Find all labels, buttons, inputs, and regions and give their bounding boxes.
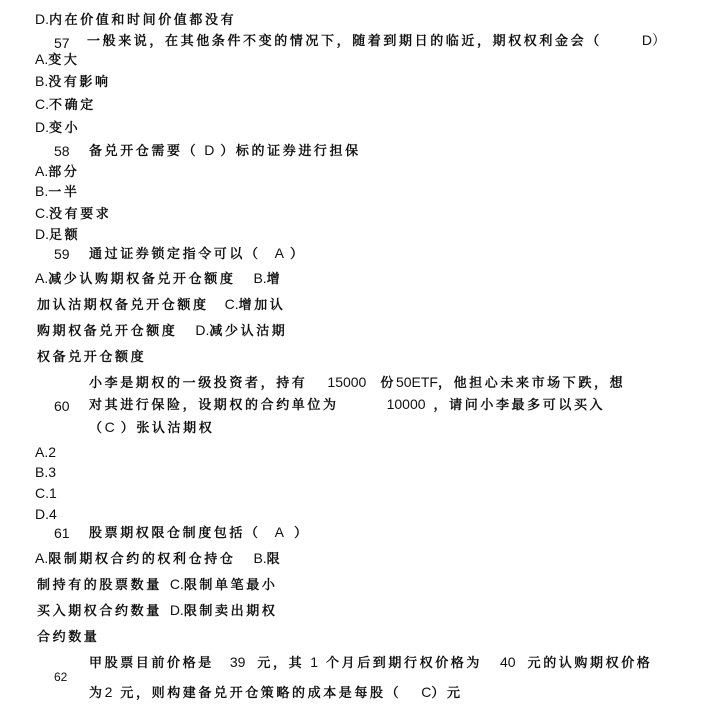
question-number: 59 bbox=[54, 246, 70, 262]
strike-price: 40 bbox=[500, 654, 516, 670]
prev-option-d bbox=[35, 11, 236, 29]
question-text-tail: ） bbox=[293, 526, 310, 541]
option-label: A. bbox=[35, 51, 49, 67]
option-d bbox=[35, 226, 80, 244]
option-text: 制持有的股票数量 bbox=[37, 578, 162, 593]
option-label: D. bbox=[35, 226, 49, 242]
answer: D） bbox=[641, 32, 666, 48]
question-number: 62 bbox=[54, 670, 68, 684]
option-text: 2 bbox=[48, 444, 57, 460]
option-label: A. bbox=[35, 163, 49, 179]
option-line bbox=[37, 296, 285, 314]
option-text: 4 bbox=[49, 506, 57, 522]
option-line bbox=[37, 576, 277, 594]
question-text-tail: ） bbox=[289, 247, 306, 262]
option-label: B. bbox=[253, 550, 267, 566]
option-label: D. bbox=[35, 11, 49, 27]
months: 1 bbox=[310, 654, 318, 670]
question-text: 一般来说，在其他条件不变的情况下，随着到期日的临近，期权权利金会（ bbox=[87, 34, 602, 49]
option-text: 买入期权合约数量 bbox=[37, 604, 162, 619]
option-line bbox=[37, 602, 277, 620]
option-label: B. bbox=[35, 183, 49, 199]
option-a bbox=[35, 163, 79, 181]
option-label: D. bbox=[169, 602, 184, 618]
option-label: C. bbox=[169, 576, 184, 592]
option-text: 增加认 bbox=[238, 298, 286, 313]
option-text: 合约数量 bbox=[37, 630, 100, 645]
answer: A bbox=[274, 524, 284, 540]
option-b bbox=[35, 183, 79, 201]
question-text: （ bbox=[89, 421, 105, 436]
option-line bbox=[35, 550, 282, 568]
option-line bbox=[37, 348, 146, 366]
question-58-text bbox=[89, 142, 361, 160]
option-label: D. bbox=[35, 119, 49, 135]
option-text: 不确定 bbox=[49, 98, 96, 113]
option-text: 减少认沽期 bbox=[209, 324, 288, 339]
option-label: B. bbox=[253, 270, 267, 286]
option-b bbox=[35, 464, 56, 480]
option-text: 3 bbox=[48, 464, 57, 480]
option-label: A. bbox=[35, 270, 49, 286]
option-line bbox=[35, 270, 282, 288]
option-a bbox=[35, 444, 56, 460]
option-text: 限制期权合约的权利仓持仓 bbox=[48, 552, 236, 567]
option-label: C. bbox=[35, 96, 49, 112]
option-text: 内在价值和时间价值都没有 bbox=[49, 13, 237, 28]
question-text: 备兑开仓需要（ bbox=[89, 144, 199, 159]
option-text: 限制卖出期权 bbox=[183, 604, 278, 619]
option-label: D. bbox=[195, 322, 210, 338]
option-text: 1 bbox=[49, 485, 57, 501]
question-62-line-1 bbox=[89, 654, 652, 672]
question-text: ）张认沽期权 bbox=[120, 421, 215, 436]
option-c bbox=[35, 96, 96, 114]
stock-price: 39 bbox=[229, 654, 246, 670]
question-number: 60 bbox=[54, 398, 70, 414]
question-number: 58 bbox=[54, 143, 70, 159]
question-text: 为 bbox=[89, 686, 105, 701]
question-text: 通过证券锁定指令可以（ bbox=[89, 247, 261, 262]
ticker: 50ETF bbox=[395, 374, 438, 390]
option-text: 部分 bbox=[48, 165, 80, 180]
option-label: B. bbox=[35, 464, 49, 480]
answer: C bbox=[421, 684, 432, 700]
question-57-text bbox=[87, 32, 666, 50]
question-text: ，请问小李最多可以买入 bbox=[433, 398, 606, 413]
option-text: 没有影响 bbox=[48, 75, 111, 90]
option-label: C. bbox=[35, 205, 49, 221]
option-line bbox=[37, 322, 287, 340]
option-text: 权备兑开仓额度 bbox=[37, 350, 147, 365]
question-text: 个月后到期行权价格为 bbox=[326, 656, 483, 671]
option-label: A. bbox=[35, 550, 49, 566]
question-text: 对其进行保险，设期权的合约单位为 bbox=[89, 398, 339, 413]
question-60-line-3 bbox=[89, 419, 214, 437]
option-text: 变大 bbox=[48, 53, 80, 68]
option-label: B. bbox=[35, 73, 49, 89]
option-text: 一半 bbox=[48, 185, 80, 200]
option-b bbox=[35, 73, 111, 91]
quantity: 15000 bbox=[327, 374, 367, 390]
option-text: 购期权备兑开仓额度 bbox=[37, 324, 178, 339]
question-62-line-2 bbox=[89, 684, 463, 702]
option-text: 限制单笔最小 bbox=[183, 578, 278, 593]
question-text: 股票期权限仓制度包括（ bbox=[89, 526, 261, 541]
option-d bbox=[35, 119, 80, 137]
question-text: ）元 bbox=[431, 686, 463, 701]
option-d bbox=[35, 506, 57, 522]
answer: A bbox=[274, 245, 284, 261]
option-text: 限 bbox=[266, 552, 283, 567]
option-text: 足额 bbox=[49, 228, 81, 243]
option-text: 没有要求 bbox=[49, 207, 112, 222]
option-label: A. bbox=[35, 444, 49, 460]
question-text: 小李是期权的一级投资者，持有 bbox=[89, 376, 308, 391]
option-c bbox=[35, 485, 57, 501]
question-60-line-1 bbox=[89, 374, 625, 392]
question-61-text bbox=[89, 524, 310, 542]
option-text: 加认沽期权备兑开仓额度 bbox=[37, 298, 209, 313]
question-text: ，他担心未来市场下跌，想 bbox=[437, 376, 626, 391]
answer: D bbox=[204, 142, 215, 158]
answer: C bbox=[104, 419, 115, 435]
option-c bbox=[35, 205, 111, 223]
option-price: 2 bbox=[104, 684, 113, 700]
question-text: 元，则构建备兑开仓策略的成本是每股（ bbox=[120, 686, 402, 701]
question-59-text bbox=[89, 245, 306, 263]
question-text: 元的认购期权价格 bbox=[527, 656, 653, 671]
option-text: 减少认购期权备兑开仓额度 bbox=[48, 272, 236, 287]
question-text: 甲股票目前价格是 bbox=[89, 656, 214, 671]
question-text-tail: ）标的证券进行担保 bbox=[220, 144, 361, 159]
option-label: C. bbox=[224, 296, 239, 312]
question-60-line-2 bbox=[89, 396, 605, 414]
option-a bbox=[35, 51, 79, 69]
option-line bbox=[37, 628, 99, 646]
question-text: 元，其 bbox=[257, 656, 305, 671]
option-label: C. bbox=[35, 485, 49, 501]
option-label: D. bbox=[35, 506, 49, 522]
contract-unit: 10000 bbox=[386, 396, 426, 412]
question-number: 57 bbox=[54, 35, 70, 51]
question-text: 份 bbox=[380, 376, 396, 391]
option-text: 变小 bbox=[49, 121, 81, 136]
option-text: 增 bbox=[266, 272, 283, 287]
question-number: 61 bbox=[54, 525, 70, 541]
